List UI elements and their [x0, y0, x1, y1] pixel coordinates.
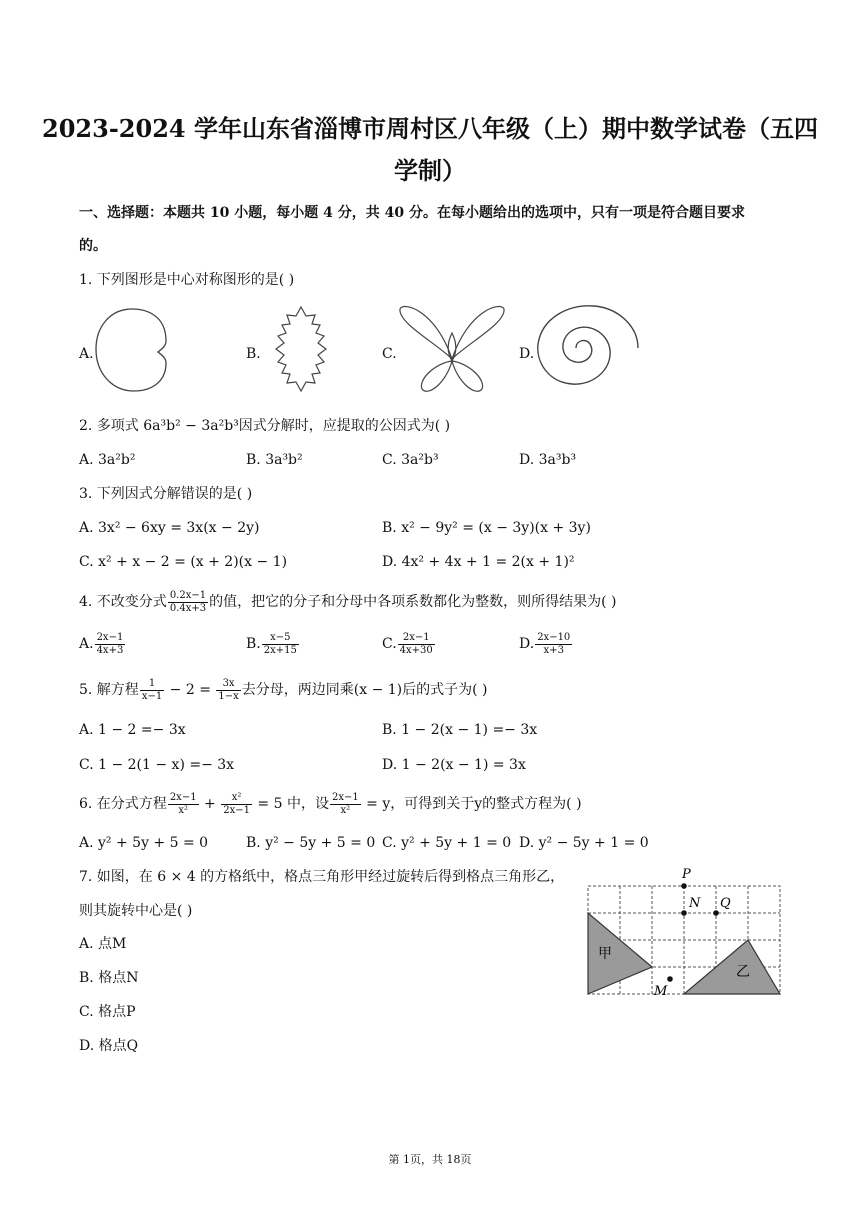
q6-stem-post: = y，可得到关于y的整式方程为( ) [361, 796, 582, 812]
q6-stem-eq: = 5 中，设 [252, 796, 329, 812]
q6-f3-den: x² [340, 804, 351, 816]
q1-option-c-label: C. [382, 346, 397, 362]
q2-option-b: B. 3a³b² [246, 452, 303, 468]
q4-option-d [519, 632, 573, 656]
q4-stem-pre: 4. 不改变分式 [79, 594, 167, 610]
point-q [713, 910, 719, 916]
label-m: M [654, 984, 668, 999]
q1-stem: 1. 下列图形是中心对称图形的是( ) [79, 272, 295, 288]
q6-fraction-1 [168, 792, 199, 816]
point-n [681, 910, 687, 916]
q3-option-c: C. x² + x − 2 = (x + 2)(x − 1) [79, 554, 288, 570]
label-p: P [682, 867, 691, 882]
q4-b-num: x−5 [262, 632, 299, 645]
q6-f1-num: 2x−1 [169, 792, 197, 803]
label-n: N [689, 896, 701, 911]
q4-option-b-fraction [262, 632, 299, 656]
q4-fraction [168, 590, 208, 614]
q6-option-b: B. y² − 5y + 5 = 0 [246, 835, 376, 851]
q4-d-num: 2x−10 [537, 632, 571, 643]
q2-option-c: C. 3a²b³ [382, 452, 439, 468]
q3-option-a: A. 3x² − 6xy = 3x(x − 2y) [79, 520, 260, 536]
q1-option-d-label: D. [519, 346, 535, 362]
point-m [667, 976, 673, 982]
butterfly-figure [396, 303, 508, 395]
q5-option-b: B. 1 − 2(x − 1) =− 3x [382, 722, 538, 738]
q5-option-c: C. 1 − 2(1 − x) =− 3x [79, 757, 235, 773]
q5-stem [79, 678, 488, 702]
q5-stem-mid: − 2 = [165, 682, 216, 698]
q7-option-b: B. 格点N [79, 970, 139, 986]
q4-a-den: 4x+3 [96, 644, 124, 656]
q4-b-den: 2x+15 [263, 644, 297, 656]
q4-option-b-label: B. [246, 636, 261, 652]
q6-f2-den: 2x−1 [223, 804, 250, 816]
q3-option-d: D. 4x² + 4x + 1 = 2(x + 1)² [382, 554, 575, 570]
cardioid-figure [94, 305, 174, 395]
q6-option-d: D. y² − 5y + 1 = 0 [519, 835, 649, 851]
q5-f2-den: 1−x [218, 690, 239, 702]
q4-fraction-den: 0.4x+3 [169, 602, 207, 614]
q4-c-den: 4x+30 [399, 644, 433, 656]
q5-f1-den: x−1 [141, 690, 163, 702]
q4-option-c-fraction [398, 632, 435, 656]
q4-stem-post: 的值，把它的分子和分母中各项系数都化为整数，则所得结果为( ) [209, 594, 617, 610]
q4-option-a-label: A. [79, 636, 94, 652]
label-jia: 甲 [598, 946, 612, 962]
q6-fraction-2 [221, 792, 252, 816]
koch-snowflake-figure [258, 303, 344, 395]
q4-d-den: x+3 [543, 644, 564, 656]
spiral-figure [534, 302, 642, 394]
q6-stem-pre: 6. 在分式方程 [79, 796, 167, 812]
q4-option-a [79, 632, 126, 656]
q3-stem: 3. 下列因式分解错误的是( ) [79, 486, 253, 502]
q4-option-d-label: D. [519, 636, 535, 652]
q7-stem-line1: 7. 如图，在 6 × 4 的方格纸中，格点三角形甲经过旋转后得到格点三角形乙， [79, 869, 565, 885]
q2-option-d: D. 3a³b³ [519, 452, 577, 468]
label-q: Q [720, 896, 731, 911]
q6-stem [79, 792, 582, 816]
q4-c-num: 2x−1 [398, 632, 435, 645]
q7-grid-figure [584, 862, 786, 1000]
q7-option-c: C. 格点P [79, 1004, 136, 1020]
q4-option-c [382, 632, 436, 656]
q5-fraction-2 [216, 678, 240, 702]
q4-option-a-fraction [95, 632, 126, 656]
q3-option-b: B. x² − 9y² = (x − 3y)(x + 3y) [382, 520, 591, 536]
q4-stem [79, 590, 616, 614]
q2-stem: 2. 多项式 6a³b² − 3a²b³因式分解时，应提取的公因式为( ) [79, 418, 451, 434]
q6-fraction-3 [330, 792, 361, 816]
q5-stem-post: 去分母，两边同乘(x − 1)后的式子为( ) [241, 682, 488, 698]
q4-option-b [246, 632, 300, 656]
section-heading-line2: 的。 [79, 238, 107, 254]
page-footer: 第 1页，共 18页 [388, 1153, 472, 1166]
q6-f3-num: 2x−1 [331, 792, 359, 803]
q5-fraction-1 [140, 678, 164, 702]
q7-option-a: A. 点M [79, 936, 127, 952]
q4-option-c-label: C. [382, 636, 397, 652]
page-title-line1: 2023-2024 学年山东省淄博市周村区八年级（上）期中数学试卷（五四 [42, 114, 818, 143]
label-yi: 乙 [736, 964, 750, 980]
q4-option-d-fraction [535, 632, 572, 656]
q7-option-d: D. 格点Q [79, 1038, 139, 1054]
q2-option-a: A. 3a²b² [79, 452, 136, 468]
q7-stem-line2: 则其旋转中心是( ) [79, 903, 193, 919]
q5-f2-num: 3x [216, 678, 240, 691]
q6-option-a: A. y² + 5y + 5 = 0 [79, 835, 209, 851]
q5-f1-num: 1 [140, 678, 164, 691]
q6-stem-plus: + [199, 796, 221, 812]
point-p [681, 883, 687, 889]
q5-option-d: D. 1 − 2(x − 1) = 3x [382, 757, 526, 773]
page-title-line2: 学制） [394, 156, 466, 185]
section-heading-line1: 一、选择题：本题共 10 小题，每小题 4 分，共 40 分。在每小题给出的选项中，只有一项是符合题目要求 [79, 205, 745, 221]
q4-fraction-num: 0.2x−1 [169, 590, 207, 601]
q5-stem-pre: 5. 解方程 [79, 682, 139, 698]
q1-option-a-label: A. [79, 346, 94, 362]
q1-option-b-label: B. [246, 346, 261, 362]
q4-a-num: 2x−1 [96, 632, 124, 643]
q6-option-c: C. y² + 5y + 1 = 0 [382, 835, 512, 851]
q6-f1-den: x² [178, 804, 189, 816]
q6-f2-num: x² [221, 792, 252, 805]
q5-option-a: A. 1 − 2 =− 3x [79, 722, 186, 738]
